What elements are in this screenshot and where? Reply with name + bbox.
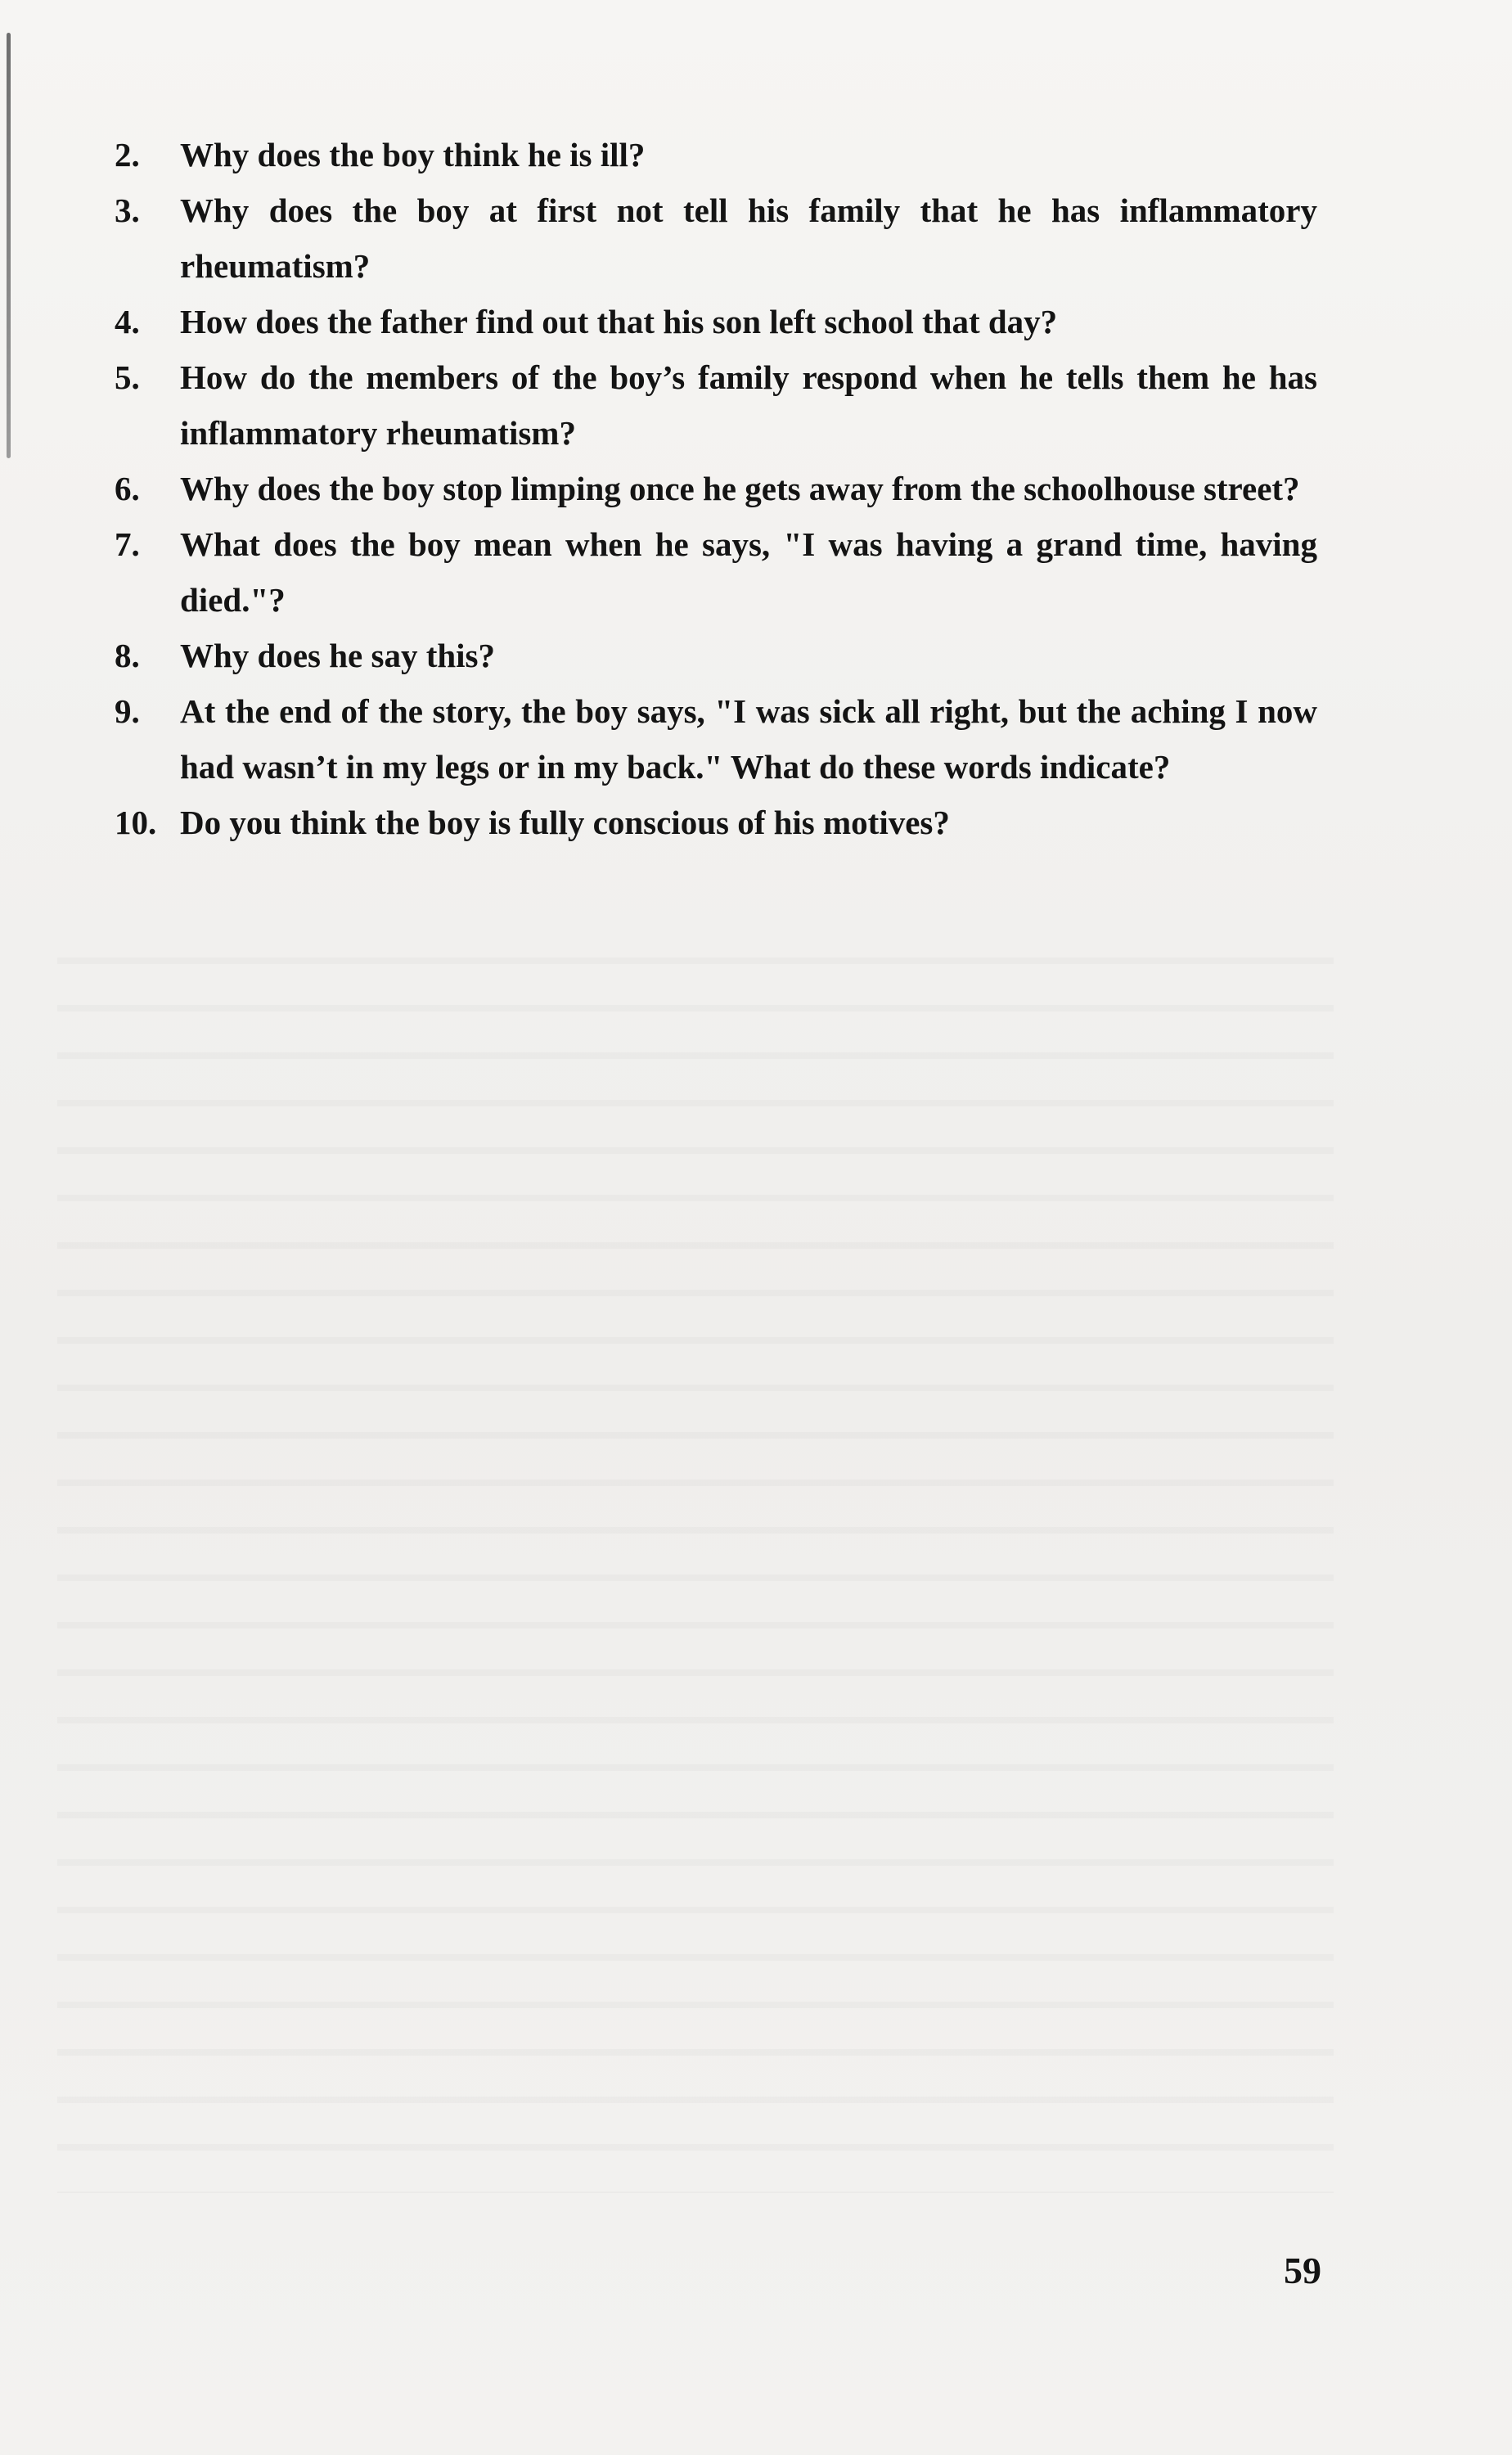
page-number: 59 (1284, 2250, 1321, 2291)
question-list (115, 127, 1317, 850)
binding-edge (7, 33, 11, 458)
question-item (115, 516, 1317, 628)
question-number: 10. (115, 804, 157, 841)
question-number: 7. (115, 525, 140, 563)
question-item (115, 683, 1317, 795)
bleed-through-text (57, 917, 1334, 2193)
question-number: 4. (115, 303, 140, 340)
question-item (115, 182, 1317, 294)
question-text: How does the father find out that his son left school that day? (180, 303, 1058, 340)
question-item (115, 127, 1317, 182)
question-text: What does the boy mean when he says, "I was having a grand time, having died."? (180, 525, 1317, 619)
question-text: Do you think the boy is fully conscious of his motives? (180, 804, 950, 841)
question-item (115, 349, 1317, 461)
question-number: 9. (115, 692, 140, 730)
question-item (115, 628, 1317, 683)
question-number: 2. (115, 136, 140, 173)
question-number: 8. (115, 637, 140, 674)
question-number: 6. (115, 470, 140, 507)
question-item (115, 461, 1317, 516)
question-text: Why does the boy stop limping once he gets away from the schoolhouse street? (180, 470, 1300, 507)
question-number: 3. (115, 191, 140, 229)
question-item (115, 294, 1317, 349)
question-item (115, 795, 1317, 850)
question-text: How do the members of the boy’s family respond when he tells them he has inflammatory rheumatism? (180, 358, 1317, 452)
question-text: At the end of the story, the boy says, "I was sick all right, but the aching I now had wasn’t in my legs or in my back." What do these words indicate? (180, 692, 1317, 786)
question-number: 5. (115, 358, 140, 396)
question-text: Why does he say this? (180, 637, 496, 674)
question-text: Why does the boy think he is ill? (180, 136, 646, 173)
question-text: Why does the boy at first not tell his family that he has inflammatory rheumatism? (180, 191, 1317, 285)
